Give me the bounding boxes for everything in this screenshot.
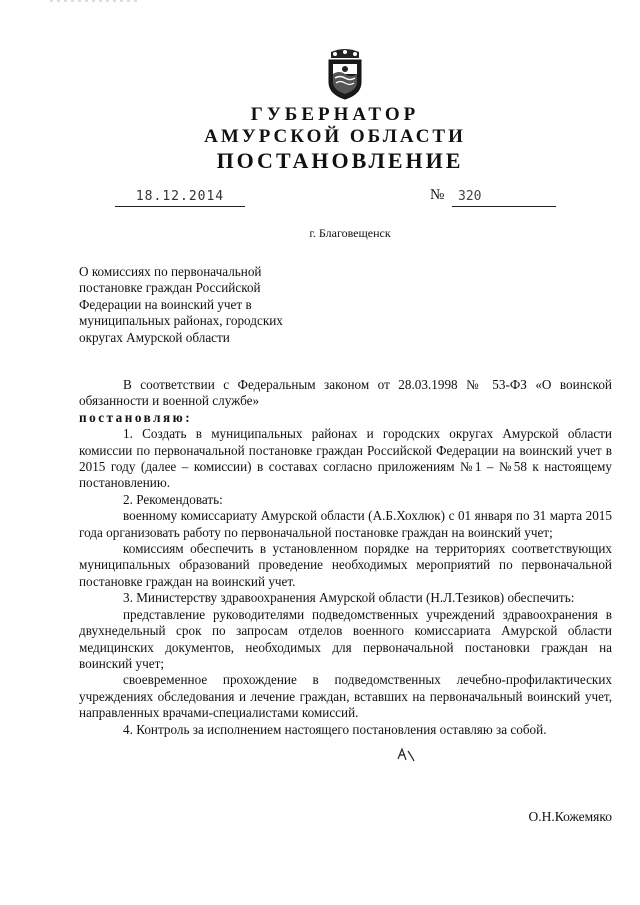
document-subject: О комиссиях по первоначальной постановке граждан Российской Федерации на воинский учет в муниципальных районах, городских округах Амурской области (79, 264, 283, 345)
paragraph-1: 1. Создать в муниципальных районах и городских округах Амурской области комиссии по первоначальной постановке граждан Российской Федерации на воинский учет в 2015 году (далее – комиссии) в составах согласно приложениям №1 – №58 к настоящему постановлению. (79, 426, 612, 491)
resolve-word: постановляю: (79, 409, 193, 425)
coat-of-arms-icon (323, 48, 367, 100)
intro-paragraph: В соответствии с Федеральным законом от 28.03.1998 № 53-ФЗ «О воинской обязанности и военной службе» (79, 377, 612, 409)
document-body (79, 377, 612, 738)
header-title-region: АМУРСКОЙ ОБЛАСТИ (204, 126, 466, 147)
document-date: 18.12.2014 (115, 189, 245, 207)
paragraph-3a: представление руководителями подведомственных учреждений здравоохранения в двухнедельный срок по запросам отделов военного комиссариата Амурской области медицинских документов, необходимых для первоначальной постановки граждан на воинский учет; (79, 606, 612, 671)
paragraph-4: 4. Контроль за исполнением настоящего постановления оставляю за собой. (123, 721, 547, 737)
document-type-title: ПОСТАНОВЛЕНИЕ (216, 148, 464, 173)
paragraph-2b: комиссиям обеспечить в установленном порядке на территориях соответствующих муниципальных образований проведение необходимых мероприятий по первоначальной постановке граждан на воинский учет. (79, 541, 612, 589)
paragraph-2: 2. Рекомендовать: (123, 491, 223, 507)
city-label: г. Благовещенск (309, 226, 391, 240)
paragraph-3b: своевременное прохождение в подведомственных лечебно-профилактических учреждениях обследования и лечение граждан, вставших на первоначальный воинский учет, направленных врачами-специалистами комиссий. (79, 672, 612, 721)
handwritten-mark (396, 747, 416, 763)
scan-artifact (50, 0, 140, 6)
paragraph-3: 3. Министерству здравоохранения Амурской области (Н.Л.Тезиков) обеспечить: (123, 590, 575, 606)
number-sign: № (430, 187, 445, 203)
paragraph-2a: военному комиссариату Амурской области (А.Б.Хохлюк) с 01 января по 31 марта 2015 года организовать работу по первоначальной постановке граждан на воинский учет; (79, 508, 612, 540)
signature-name: О.Н.Кожемяко (528, 809, 612, 824)
document-number: 320 (452, 189, 556, 207)
header-title-governor: ГУБЕРНАТОР (250, 104, 420, 125)
